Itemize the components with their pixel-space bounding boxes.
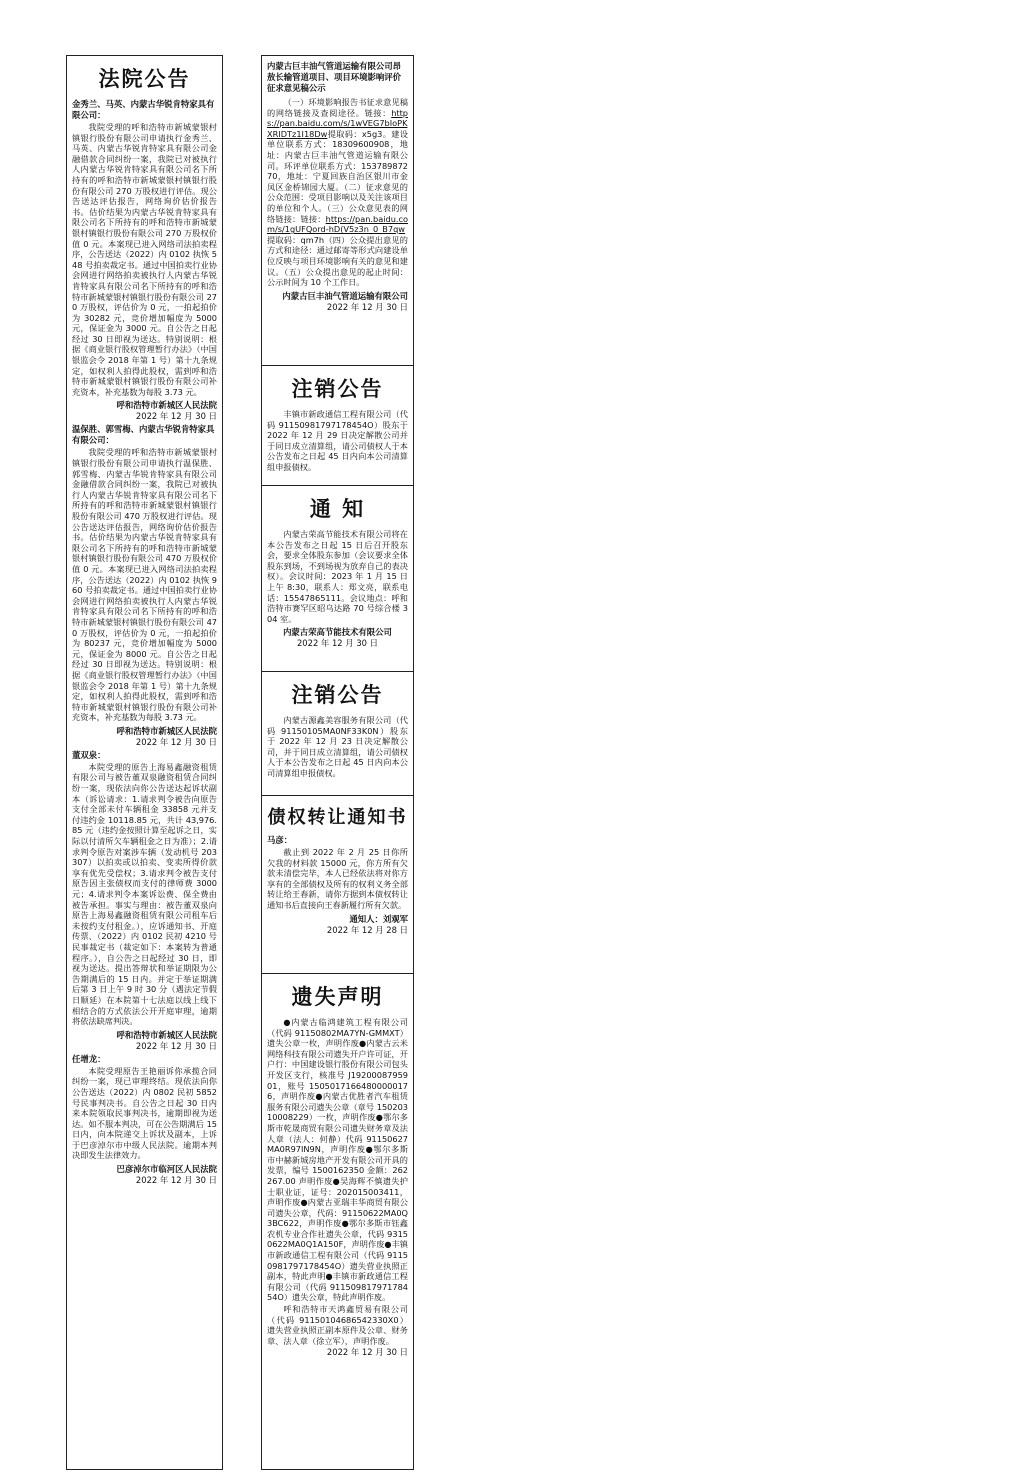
court-notice-1 (72, 99, 217, 422)
notice-body: 我院受理的呼和浩特市新城蒙银村镇银行股份有限公司申请执行温保胜、郭雪梅、内蒙古华锐肯特家具有限公司金融借款合同纠纷一案，我院已对被执行人内蒙古华锐肯特家具有限公司名下所持有的呼和浩特市新城蒙银村镇银行股份有限公司 470 万股权进行评估。现公告送达评估报告，网络询价估价报告书。估价结果为内蒙古华锐肯特家具有限公司名下所持有的呼和浩特市新城蒙银村镇银行股份有限公司 470 万股权价值 0 元。本案现已进入网络司法拍卖程序，公告送达（2022）内 0102 执恢 960 号拍卖裁定书。通过中国拍卖行业协会网进行网络拍卖被执行人内蒙古华锐肯特家具有限公司名下所持有的呼和浩特市新城蒙银村镇银行股份有限公司 470 万股权，评估价为 0 元，一拍起拍价为 80237 元，竞价增加幅度为 5000 元，保证金为 8000 元。自公告之日起经过 30 日即视为送达。特别说明：根据《商业银行股权管理暂行办法》（中国银监会令 2018 年第 1 号）第十九条规定，如权利人拍得此股权，需到呼和浩特市新城蒙银村镇银行股份有限公司补充资本，补充基数为每股 3.73 元。 (72, 447, 217, 723)
env-notice-body (267, 97, 408, 288)
court-notice-2 (72, 424, 217, 747)
cancel1-title: 注销公告 (291, 377, 384, 401)
debt-addressee: 马彦： (267, 835, 293, 845)
left-column (66, 55, 223, 1470)
notice-date: 2022 年 12 月 30 日 (135, 1175, 217, 1186)
notice-body: 本院受理原告王艳丽诉你承揽合同纠纷一案，现已审理终结。现依法向你公告送达（2022）内 0802 民初 5852 号民事判决书。自公告之日起 30 日内来本院领取民事判决书，逾期即视为送达。如不服本判决，可在公告期满后 15 日内，向本院递交上诉状及副本，上诉于巴彦淖尔市中级人民法院。逾期本判决即发生法律效力。 (72, 1065, 217, 1161)
env-notice-link-1[interactable]: https://pan.baidu.com/s/1wVEG7bIoPKXRIDTz1I18Dw (267, 107, 408, 139)
notify-title: 通 知 (309, 497, 366, 521)
notice-date: 2022 年 12 月 30 日 (135, 736, 217, 747)
court-notices (67, 56, 222, 1191)
notice-body: 我院受理的呼和浩特市新城蒙银村镇银行股份有限公司申请执行金秀兰、马英、内蒙古华锐肯特家具有限公司金融借款合同纠纷一案，我院已对被执行人内蒙古华锐肯特家具有限公司名下所持有的呼和浩特市新城蒙银村镇银行股份有限公司 270 万股权进行评估。现公告送达评估报告，网络询价估价报告书。估价结果为内蒙古华锐肯特家具有限公司名下所持有的呼和浩特市新城蒙银村镇银行股份有限公司 270 万股权价值 0 元。本案现已进入网络司法拍卖程序，公告送达（2022）内 0102 执恢 548 号拍卖裁定书。通过中国拍卖行业协会网进行网络拍卖被执行人内蒙古华锐肯特家具有限公司名下所持有的呼和浩特市新城蒙银村镇银行股份有限公司 270 万股权，评估价为 0 元，一拍起拍价为 30282 元，竞价增加幅度为 5000 元，保证金为 3000 元。自公告之日起经过 30 日即视为送达。特别说明：根据《商业银行股权管理暂行办法》（中国银监会令 2018 年第 1 号）第十九条规定，如权利人拍得此股权，需到呼和浩特市新城蒙银村镇银行股份有限公司补充资本，补充基数为每股 3.73 元。 (72, 122, 217, 397)
debt-transfer-notice (262, 796, 413, 974)
notify-date: 2022 年 12 月 30 日 (296, 638, 379, 649)
lost-date: 2022 年 12 月 30 日 (326, 1347, 408, 1358)
debt-body: 截止到 2022 年 2 月 25 日你所欠我的材料款 15000 元，你方所有欠款未清偿完毕，本人已经依法将对你方享有的全部债权及所有的权利义务全部转让给王春新，请你方据到本债权转让通知书后直接向王春新履行所有欠款。 (267, 847, 408, 910)
court-notice-4 (72, 1054, 217, 1186)
notice-signature: 巴彦淖尔市临河区人民法院 (116, 1164, 217, 1175)
env-notice-date: 2022 年 12 月 30 日 (326, 301, 408, 312)
court-notice-header: 法院公告 (98, 67, 191, 91)
notice-body: 本院受理的原告上海易鑫融资租赁有限公司与被告董双泉融资租赁合同纠纷一案，现依法向你公告送达起诉状副本（诉讼请求：1.请求判令被告向原告支付全部未付车辆租金 33858 元并支付违约金 10118.85 元，共计 43,976.85 元（违约金按照计算至起诉之日，实际以付清所欠车辆租金之日为准）；2.请求判令原告对案涉车辆（发动机号 203307）以拍卖或以拍卖、变卖所得价款享有优先受偿权；3.请求判令被告支付原告因主张债权而支付的律师费 3000 元；4.请求判令本案诉讼费、保全费由被告承担。事实与理由：被告董双泉向原告上海易鑫融资租赁有限公司租车后未按约支付租金。），应诉通知书、开庭传票、（2022）内 0102 民初 4210 号民事裁定书（裁定如下：本案转为普通程序。），自公告之日起经过 30 日，即视为送达。提出答辩状和举证期限为公告期满后的 15 日内。并定于举证期满后第 3 日上午 9 时 30 分（遇法定节假日顺延）在本院第十七法庭以线上线下相结合的方式依法公开开庭审理，逾期将依法缺席判决。 (72, 761, 217, 1027)
env-notice-text-1: （一）环境影响报告书征求意见稿的网络链接及查阅途径。链接： (267, 97, 408, 118)
notice-addressee: 董双泉： (72, 749, 106, 760)
env-notice-signature: 内蒙古巨丰油气管道运输有限公司 (282, 290, 408, 301)
right-column (261, 55, 414, 1470)
cancel1-body: 丰镇市新政通信工程有限公司（代码 91150981797178454O）股东于 2022 年 12 月 29 日决定解散公司并于同日成立清算组，请公司债权人于本公告发布之日起 45 日内向本公司清算组申报债权。 (267, 409, 408, 472)
notice-date: 2022 年 12 月 30 日 (135, 1040, 217, 1051)
notice-signature: 呼和浩特市新城区人民法院 (116, 1029, 217, 1040)
notify-body: 内蒙古荣高节能技术有限公司将在本公告发布之日起 15 日后召开股东会，要求全体股东参加（会议要求全体股东到场，不到场视为放弃自己的表决权）。会议时间：2023 年 1 月 15 日上午 8:30，联系人：郑文亮，联系电话：15547865111。会议地点：呼和浩特市赛罕区昭乌达路 70 号综合楼 304 室。 (267, 529, 408, 624)
cancel2-title: 注销公告 (291, 683, 384, 707)
lost-body: ●内蒙古临鸿建筑工程有限公司（代码 91150802MA7YN-GMMXT）遗失公章一枚，声明作废●内蒙古云米网络科技有限公司遗失开户许可证，开户行：中国建设银行股份有限公司包头开发区支行，核准号 J1920008795901，账号 15050171664800000176，声明作废●内蒙古优胜者汽车租赁服务有限公司遗失公章（章号 15020310008229）一枚，声明作废●鄂尔多斯市乾晟商贸有限公司遗失财务章及法人章（法人：何静）代码 91150627MA0R97IN9N，声明作废●鄂尔多斯市中赫新城房地产开发有限公司开具的发票，编号 1500162350 金额：262267.00 声明作废●吴海辉不慎遗失护士职业证，证号：202015003411，声明作废●内蒙古亚瑞丰华商贸有限公司遗失公章，代码：91150622MA0Q3BC622，声明作废●鄂尔多斯市钰鑫农机专业合作社遗失公章，代码 93150622MA0Q1A150F，声明作废●丰镇市新政通信工程有限公司（代码 91150981797178454O）遗失营业执照正副本，特此声明●丰镇市新政通信工程有限公司（代码 91150981797178454O）遗失公章，特此声明作废。 (267, 1017, 408, 1303)
notice-signature: 呼和浩特市新城区人民法院 (116, 400, 217, 411)
notify-signature: 内蒙古荣高节能技术有限公司 (283, 627, 392, 638)
cancel2-body: 内蒙古源鑫美容服务有限公司（代码 91150105MA0NF33K0N）股东于 2022 年 12 月 23 日决定解散公司，并于同日成立清算组，请公司债权人于本公告发布之日起 45 日内向本公司清算组申报债权。 (267, 715, 408, 778)
env-impact-notice (262, 56, 413, 366)
cancellation-notice-1 (262, 366, 413, 486)
lost-declaration (262, 974, 413, 1363)
debt-title: 债权转让通知书 (267, 807, 408, 828)
notice-date: 2022 年 12 月 30 日 (135, 411, 217, 422)
env-notice-link-2[interactable]: https://pan.baidu.com/s/1gUFQord-hD(V5z3n_0_B7qw (267, 213, 408, 235)
notice-signature: 呼和浩特市新城区人民法院 (116, 725, 217, 736)
debt-date: 2022 年 12 月 28 日 (326, 924, 408, 935)
lost-title: 遗失声明 (291, 985, 384, 1009)
meeting-notice (262, 486, 413, 672)
debt-signature: 通知人：刘观军 (349, 913, 408, 924)
court-notice-3 (72, 750, 217, 1052)
cancellation-notice-2 (262, 672, 413, 796)
env-notice-text-3: 提取码：qm7h（四）公众提出意见的方式和途径：通过邮寄等形式向建设单位反映与项目环境影响有关的意见和建议。（五）公众提出意见的起止时间：公示时间为 10 个工作日。 (267, 234, 408, 288)
env-notice-title: 内蒙古巨丰油气管道运输有限公司昂敖长输管道项目、项目环境影响评价征求意见稿公示 (267, 61, 401, 93)
notice-addressee: 金秀兰、马英、内蒙古华锐肯特家具有限公司： (72, 99, 215, 120)
notice-addressee: 任增龙： (72, 1053, 106, 1064)
notice-addressee: 温保胜、郭雪梅、内蒙古华锐肯特家具有限公司： (72, 424, 215, 446)
env-notice-text-2: 提取码：x5g3。建设单位联系方式：18309600908，地址：内蒙古巨丰油气管道运输有限公司。环评单位联系方式：15378987270，地址：宁夏回族自治区银川市金凤区金桥锦园大厦。（二）征求意见的公众范围：受项目影响以及关注该项目的单位和个人。（三）公众意见表的网络链接：链接： (267, 128, 408, 224)
lost-body-2: 呼和浩特市天鸿鑫贸易有限公司（代码 91150104686542330X0）遗失营业执照正副本原件及公章、财务章、法人章（徐立军），声明作废。 (267, 1304, 408, 1346)
